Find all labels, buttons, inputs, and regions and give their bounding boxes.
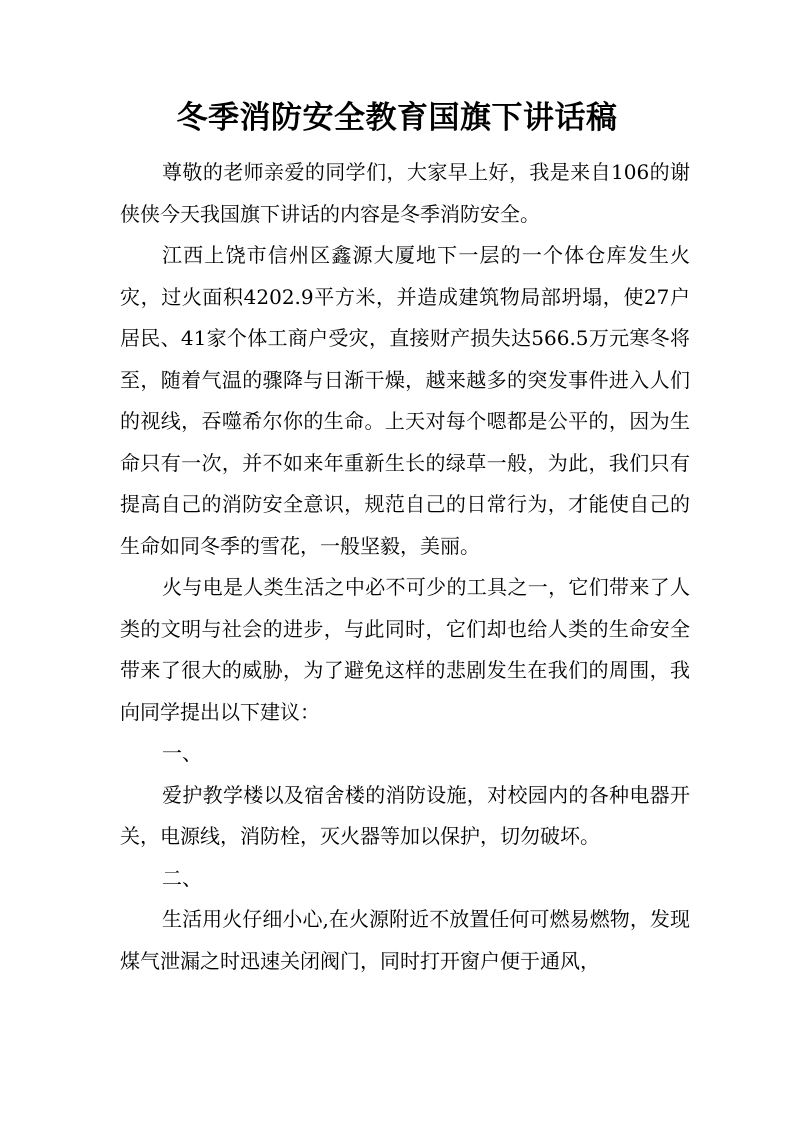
paragraph-heading-one: 一、 (162, 741, 202, 765)
document-body (120, 152, 690, 982)
paragraph-greeting: 尊敬的老师亲爱的同学们，大家早上好，我是来自106的谢侠侠今天我国旗下讲话的内容是冬季消防安全。 (120, 160, 690, 226)
paragraph-fire-incident: 江西上饶市信州区鑫源大厦地下一层的一个体仓库发生火灾，过火面积4202.9平方米，并造成建筑物局部坍塌，使27户居民、41家个体工商户受灾，直接财产损失达566.5万元寒冬将至，随着气温的骤降与日渐干燥，越来越多的突发事件进入人们的视线，吞噬希尔你的生命。上天对每个嗯都是公平的，因为生命只有一次，并不如来年重新生长的绿草一般，为此，我们只有提高自己的消防安全意识，规范自己的日常行为，才能使自己的生命如同冬季的雪花，一般坚毅，美丽。 (120, 243, 690, 558)
paragraph-suggestion-one: 爱护教学楼以及宿舍楼的消防设施，对校园内的各种电器开关，电源线，消防栓，灭火器等加以保护，切勿破坏。 (120, 782, 690, 848)
paragraph-suggestion-two: 生活用火仔细小心,在火源附近不放置任何可燃易燃物，发现煤气泄漏之时迅速关闭阀门，同时打开窗户便于通风， (120, 907, 690, 973)
paragraph-fire-electricity: 火与电是人类生活之中必不可少的工具之一，它们带来了人类的文明与社会的进步，与此同时，它们却也给人类的生命安全带来了很大的威胁，为了避免这样的悲剧发生在我们的周围，我向同学提出以下建议： (120, 575, 690, 724)
page-title: 冬季消防安全教育国旗下讲话稿 (176, 100, 618, 136)
paragraph-heading-two: 二、 (162, 865, 202, 890)
